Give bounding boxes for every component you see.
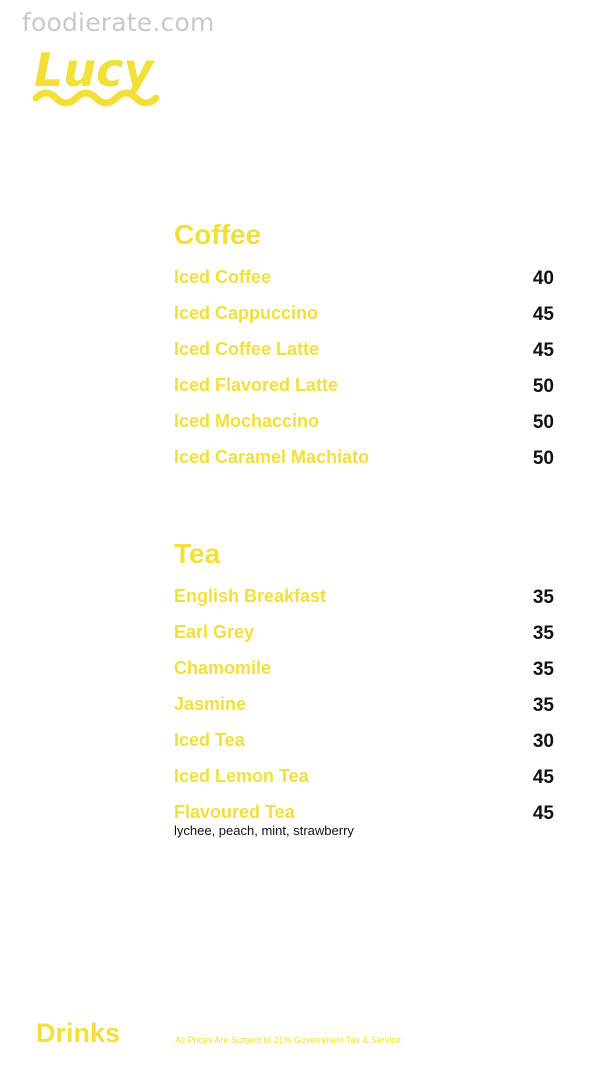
watermark: foodierate.com xyxy=(22,8,215,37)
item-name: Iced Tea xyxy=(174,730,245,750)
item-name: Iced Cappuccino xyxy=(174,303,319,323)
item-price: 40 xyxy=(532,268,554,289)
item-price: 35 xyxy=(532,623,554,644)
menu-item xyxy=(174,621,554,657)
item-name: Iced Mochaccino xyxy=(174,411,320,431)
item-price: 35 xyxy=(532,659,554,680)
menu-item xyxy=(174,446,554,482)
footer-tax-note: All Prices Are Subject to 21% Government Tax & Service xyxy=(175,1035,401,1045)
item-price: 45 xyxy=(532,803,554,824)
item-price: 45 xyxy=(532,767,554,788)
item-price: 35 xyxy=(532,695,554,716)
lucy-logo xyxy=(30,36,162,116)
menu-item xyxy=(174,410,554,446)
item-name: Jasmine xyxy=(174,694,247,714)
menu-item xyxy=(174,338,554,374)
menu-item xyxy=(174,801,554,845)
section-title: Tea xyxy=(174,538,221,569)
menu-item xyxy=(174,657,554,693)
footer-title: Drinks xyxy=(36,1018,121,1048)
item-name: Iced Coffee Latte xyxy=(174,339,320,359)
item-price: 50 xyxy=(532,412,554,433)
item-name: Iced Flavored Latte xyxy=(174,375,339,395)
menu-item xyxy=(174,266,554,302)
item-price: 45 xyxy=(532,340,554,361)
item-price: 30 xyxy=(532,731,554,752)
item-name: Chamomile xyxy=(174,658,272,678)
item-name: Flavoured Tea xyxy=(174,802,295,822)
item-price: 50 xyxy=(532,376,554,397)
menu-item xyxy=(174,693,554,729)
menu-item xyxy=(174,302,554,338)
section-tea xyxy=(174,537,554,845)
section-coffee xyxy=(174,218,554,482)
item-name: Earl Grey xyxy=(174,622,255,642)
menu-item xyxy=(174,765,554,801)
logo-text: Lucy xyxy=(34,43,154,97)
item-price: 35 xyxy=(532,587,554,608)
item-name: Iced Lemon Tea xyxy=(174,766,309,786)
item-name: Iced Coffee xyxy=(174,267,272,287)
menu-item xyxy=(174,585,554,621)
item-price: 45 xyxy=(532,304,554,325)
menu-item xyxy=(174,374,554,410)
item-name: English Breakfast xyxy=(174,586,327,606)
menu-item xyxy=(174,729,554,765)
section-title: Coffee xyxy=(174,219,262,250)
item-description: lychee, peach, mint, strawberry xyxy=(174,823,354,838)
item-name: Iced Caramel Machiato xyxy=(174,447,370,467)
item-price: 50 xyxy=(532,448,554,469)
